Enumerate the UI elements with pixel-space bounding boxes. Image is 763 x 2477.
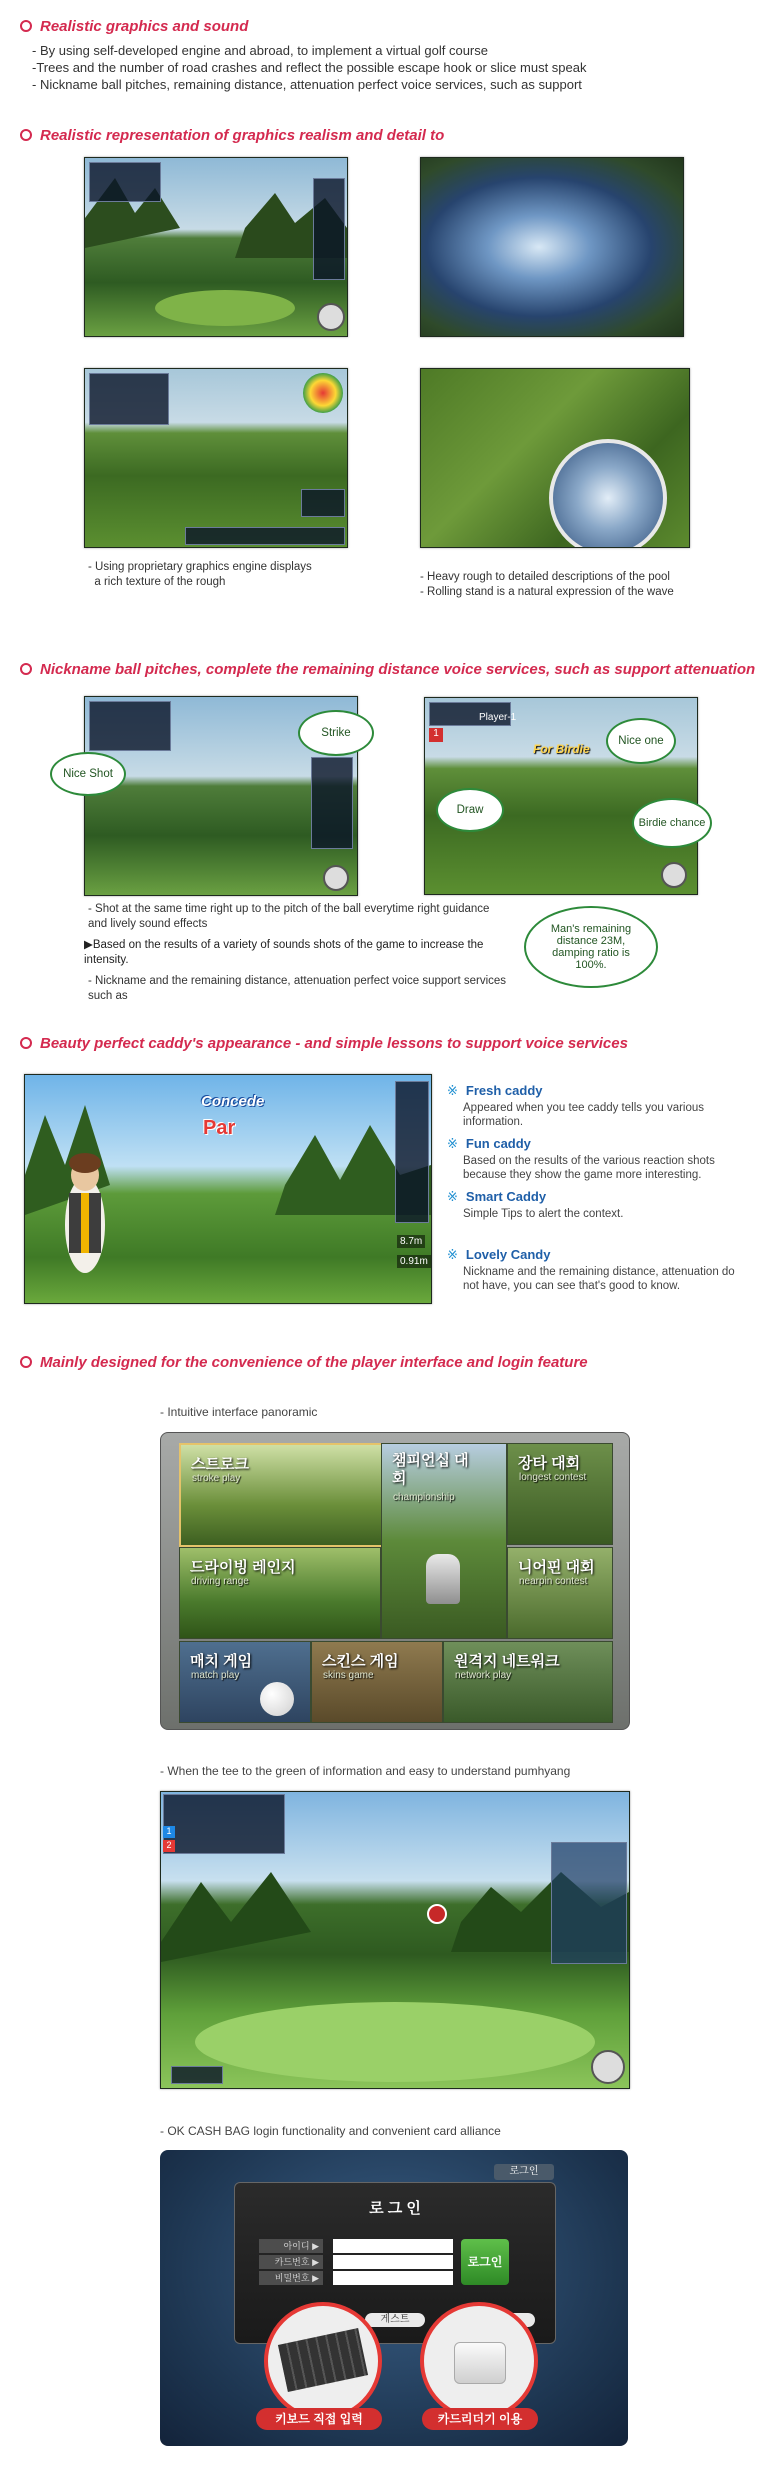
caption-voice-1: - Shot at the same time right up to the pitch of the ball everytime right guidance and lively sound effects xyxy=(88,903,490,930)
login-title: 로 그 인 xyxy=(369,2200,421,2217)
tile-championship[interactable] xyxy=(381,1443,507,1639)
power-gauge xyxy=(171,2066,223,2084)
speech-bubble-draw: Draw xyxy=(436,788,504,832)
info-panel xyxy=(313,178,345,280)
caddy-item-title: ※ Fun caddy xyxy=(447,1136,531,1151)
ring-bullet-icon xyxy=(20,1037,32,1049)
caddy-item-desc: Based on the results of the various reaction shots because they show the game more interesting. xyxy=(463,1155,715,1181)
card-reader-button[interactable]: 카드리더기 이용 xyxy=(422,2408,538,2430)
concede-text: Concede xyxy=(201,1093,265,1110)
tile-label-en: match play xyxy=(191,1670,240,1681)
caddy-item-desc: Appeared when you tee caddy tells you various information. xyxy=(463,1102,705,1128)
par-text: Par xyxy=(203,1117,236,1139)
card-number-input[interactable] xyxy=(333,2255,453,2269)
shot-info-panel xyxy=(395,1081,429,1223)
speech-bubble-strike: Strike xyxy=(298,710,374,756)
asterisk-icon: ※ xyxy=(447,1189,458,1204)
hole-map-panel xyxy=(551,1842,627,1964)
ring-bullet-icon xyxy=(20,20,32,32)
bullet-line: - Nickname ball pitches, remaining distance, attenuation perfect voice services, such as support xyxy=(32,77,582,92)
tile-label-ko: 스트로크 xyxy=(191,1456,249,1473)
score-panel xyxy=(89,162,161,202)
tile-label-en: nearpin contest xyxy=(519,1576,588,1587)
player-name: Player-1 xyxy=(479,712,517,723)
caddy-item-desc: Nickname and the remaining distance, attenuation do not have, you can see that's good to know. xyxy=(463,1266,735,1292)
tile-label-en: longest contest xyxy=(519,1472,587,1483)
keyboard-circle xyxy=(264,2302,382,2420)
tile-match-play[interactable] xyxy=(179,1641,311,1723)
label-interface-panoramic: - Intuitive interface panoramic xyxy=(160,1405,318,1419)
golf-ball-icon xyxy=(591,2050,625,2084)
keyboard-icon xyxy=(278,2328,368,2392)
screenshot-rough-grass xyxy=(84,368,348,548)
tile-longest-contest[interactable] xyxy=(507,1443,613,1545)
tile-skins-game[interactable] xyxy=(311,1641,443,1723)
id-label: 아이디 ▶ xyxy=(259,2239,323,2253)
label-login-feature: - OK CASH BAG login functionality and convenient card alliance xyxy=(160,2124,501,2138)
keyboard-input-button[interactable]: 키보드 직접 입력 xyxy=(256,2408,382,2430)
tile-label-en: championship xyxy=(393,1492,455,1503)
screenshot-fairway-trees xyxy=(84,157,348,337)
game-mode-menu xyxy=(160,1432,630,1730)
screenshot-heavy-rough xyxy=(420,368,690,548)
zoom-lens-water xyxy=(549,439,667,548)
wind-compass-icon xyxy=(303,373,343,413)
caption-voice-2: ▶Based on the results of a variety of sounds shots of the game to increase the intensity. xyxy=(84,939,484,966)
bullet-line: - By using self-developed engine and abroad, to implement a virtual golf course xyxy=(32,43,488,58)
speech-bubble-nice-shot: Nice Shot xyxy=(50,752,126,796)
caption-voice-3: - Nickname and the remaining distance, attenuation perfect voice support services such as xyxy=(88,975,507,1002)
tile-label-ko: 니어핀 대회 xyxy=(518,1559,595,1576)
tile-nearpin-contest[interactable] xyxy=(507,1547,613,1639)
section-title-caddy: Beauty perfect caddy's appearance - and simple lessons to support voice services xyxy=(20,1035,628,1052)
speech-bubble-remaining-distance: Man's remaining distance 23M, damping ratio is 100%. xyxy=(524,906,658,988)
caddy-item-title: ※ Fresh caddy xyxy=(447,1083,543,1098)
golf-ball-icon xyxy=(260,1682,294,1716)
tile-label-ko: 스킨스 게임 xyxy=(322,1653,399,1670)
login-button[interactable]: 로그인 xyxy=(461,2239,509,2285)
card-reader-icon xyxy=(454,2342,506,2384)
speech-bubble-nice-one: Nice one xyxy=(606,718,676,764)
tile-driving-range[interactable] xyxy=(179,1547,381,1639)
label-tee-to-green: - When the tee to the green of information and easy to understand pumhyang xyxy=(160,1764,571,1778)
screenshot-caddy xyxy=(24,1074,432,1304)
tile-label-en: driving range xyxy=(191,1576,249,1587)
player-badge-2: 2 xyxy=(163,1840,175,1852)
caddy-item-title: ※ Smart Caddy xyxy=(447,1189,547,1204)
asterisk-icon: ※ xyxy=(447,1247,458,1262)
login-screen xyxy=(160,2150,628,2446)
tile-label-en: network play xyxy=(455,1670,512,1681)
section-title-graphics-sound: Realistic graphics and sound xyxy=(20,18,248,35)
for-birdie-text: For Birdie xyxy=(533,742,590,756)
asterisk-icon: ※ xyxy=(447,1083,458,1098)
guest-button[interactable]: 게스트 xyxy=(365,2313,425,2327)
tile-label-en: skins game xyxy=(323,1670,374,1681)
distance-1: 8.7m xyxy=(397,1235,425,1248)
tile-stroke-play[interactable] xyxy=(179,1443,383,1547)
section-title-voice: Nickname ball pitches, complete the remaining distance voice services, such as support attenuation xyxy=(20,661,755,678)
screenshot-pond xyxy=(420,157,684,337)
golf-ball-icon xyxy=(661,862,687,888)
distance-panel xyxy=(301,489,345,517)
speech-bubble-birdie-chance: Birdie chance xyxy=(632,798,712,848)
password-input[interactable] xyxy=(333,2271,453,2285)
tile-label-en: stroke play xyxy=(192,1473,241,1484)
asterisk-icon: ※ xyxy=(447,1136,458,1151)
caddy-item-desc: Simple Tips to alert the context. xyxy=(463,1208,624,1220)
ring-bullet-icon xyxy=(20,663,32,675)
player-badge-1: 1 xyxy=(163,1826,175,1838)
golf-ball-icon xyxy=(323,865,349,891)
section-title-realism: Realistic representation of graphics realism and detail to xyxy=(20,127,444,144)
caption-rough: - Using proprietary graphics engine displays a rich texture of the rough xyxy=(88,561,312,588)
golf-ball-icon xyxy=(317,303,345,331)
tile-label-ko: 매치 게임 xyxy=(190,1653,253,1670)
top-login-button[interactable]: 로그인 xyxy=(494,2164,554,2180)
password-label: 비밀번호 ▶ xyxy=(259,2271,323,2285)
hole-badge: 1 xyxy=(429,728,443,742)
tile-label-ko: 장타 대회 xyxy=(518,1455,581,1472)
score-panel xyxy=(163,1794,285,1854)
ring-bullet-icon xyxy=(20,129,32,141)
tile-label-ko: 드라이빙 레인지 xyxy=(190,1559,296,1576)
section-title-interface: Mainly designed for the convenience of the player interface and login feature xyxy=(20,1354,588,1371)
score-panel xyxy=(89,373,169,425)
bullet-line: -Trees and the number of road crashes and reflect the possible escape hook or slice must speak xyxy=(32,60,587,75)
ring-bullet-icon xyxy=(20,1356,32,1368)
tile-label-ko: 챔피언십 대회 xyxy=(392,1452,469,1487)
caddy-item-title: ※ Lovely Candy xyxy=(447,1247,551,1262)
tile-label-ko: 원격지 네트워크 xyxy=(454,1653,560,1670)
card-reader-circle xyxy=(420,2302,538,2420)
bottom-toolbar xyxy=(185,527,345,545)
pin-marker-icon xyxy=(427,1904,447,1924)
screenshot-tee-view xyxy=(160,1791,630,2089)
id-input[interactable] xyxy=(333,2239,453,2253)
caption-pond: - Heavy rough to detailed descriptions of the pool - Rolling stand is a natural expression of the wave xyxy=(420,571,674,598)
trophy-icon xyxy=(426,1554,460,1604)
tile-network-play[interactable] xyxy=(443,1641,613,1723)
distance-2: 0.91m xyxy=(397,1255,431,1268)
score-panel xyxy=(89,701,171,751)
info-panel xyxy=(311,757,353,849)
card-number-label: 카드번호 ▶ xyxy=(259,2255,323,2269)
